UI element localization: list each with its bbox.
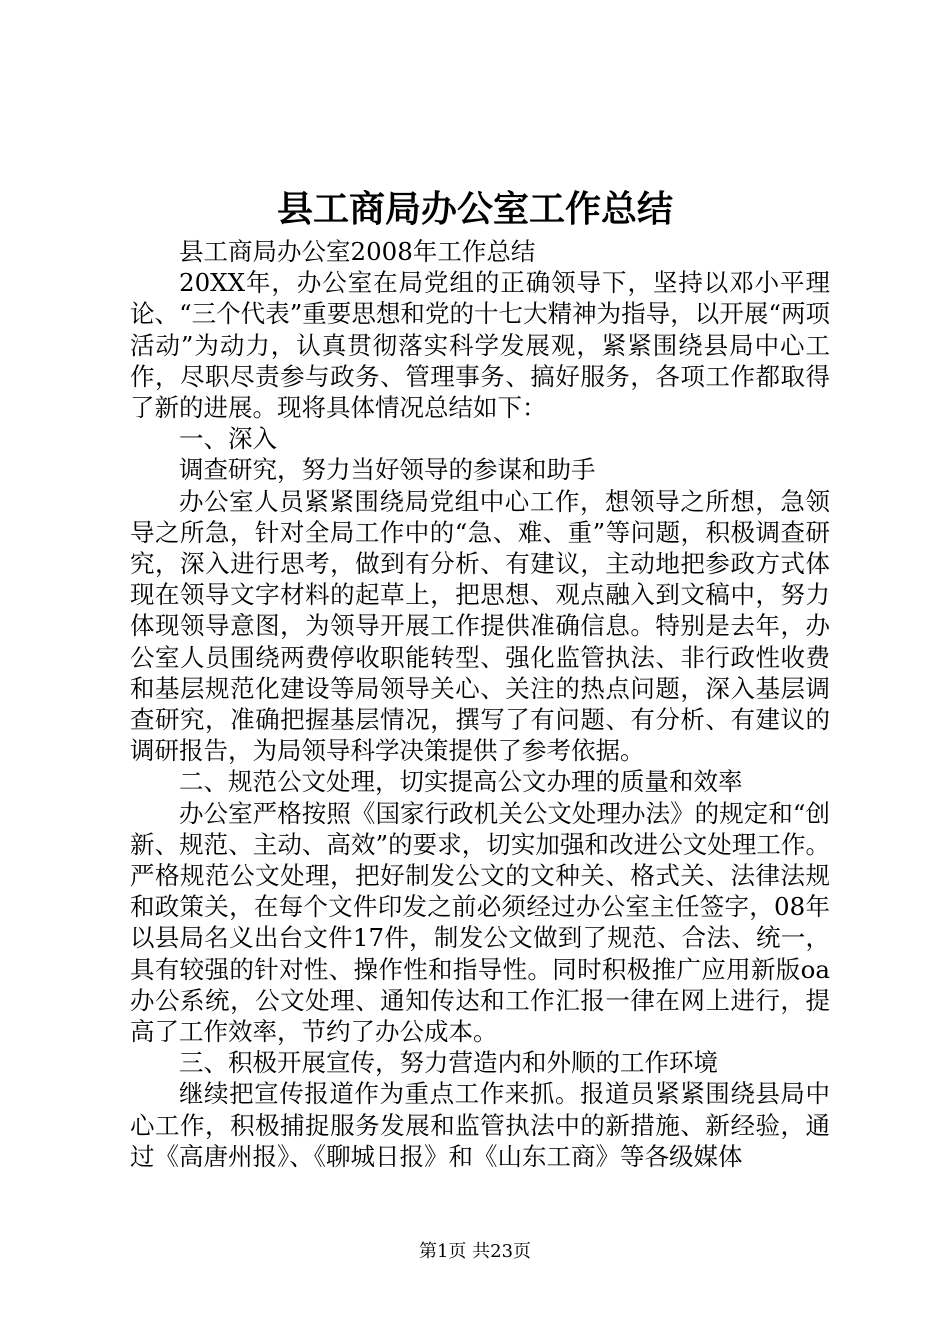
paragraph: 20XX年，办公室在局党组的正确领导下，坚持以邓小平理论、“三个代表”重要思想和党的十七大精神为指导，以开展“两项活动”为动力，认真贯彻落实科学发展观，紧紧围绕县局中心工作，尽职尽责参与政务、管理事务、搞好服务，各项工作都取得了新的进展。现将具体情况总结如下： [130, 268, 830, 423]
section-heading: 一、深入 [179, 424, 277, 454]
document-title: 县工商局办公室工作总结 [276, 188, 673, 230]
document-body [130, 236, 830, 1172]
section-heading: 二、规范公文处理，切实提高公文办理的质量和效率 [179, 767, 743, 797]
paragraph: 办公室人员紧紧围绕局党组中心工作，想领导之所想，急领导之所急，针对全局工作中的“急、难、重”等问题，积极调查研究，深入进行思考，做到有分析、有建议，主动地把参政方式体现在领导文字材料的起草上，把思想、观点融入到文稿中，努力体现领导意图，为领导开展工作提供准确信息。特别是去年，办公室人员围绕两费停收职能转型、强化监管执法、非行政性收费和基层规范化建设等局领导关心、关注的热点问题，深入基层调查研究，准确把握基层情况，撰写了有问题、有分析、有建议的调研报告，为局领导科学决策提供了参考依据。 [130, 486, 830, 766]
paragraph: 办公室严格按照《国家行政机关公文处理办法》的规定和“创新、规范、主动、高效”的要求，切实加强和改进公文处理工作。严格规范公文处理，把好制发公文的文种关、格式关、法律法规和政策关，在每个文件印发之前必须经过办公室主任签字，08年以县局名义出台文件17件，制发公文做到了规范、合法、统一，具有较强的针对性、操作性和指导性。同时积极推广应用新版oa办公系统，公文处理、通知传达和工作汇报一律在网上进行，提高了工作效率，节约了办公成本。 [130, 798, 830, 1047]
section-heading: 调查研究，努力当好领导的参谋和助手 [179, 455, 596, 485]
page-number: 第1页 共23页 [418, 1241, 532, 1262]
paragraph: 县工商局办公室2008年工作总结 [179, 237, 536, 266]
section-heading: 三、积极开展宣传，努力营造内和外顺的工作环境 [179, 1048, 718, 1078]
paragraph: 继续把宣传报道作为重点工作来抓。报道员紧紧围绕县局中心工作，积极捕捉服务发展和监管执法中的新措施、新经验，通过《高唐州报》、《聊城日报》和《山东工商》等各级媒体 [130, 1079, 830, 1171]
